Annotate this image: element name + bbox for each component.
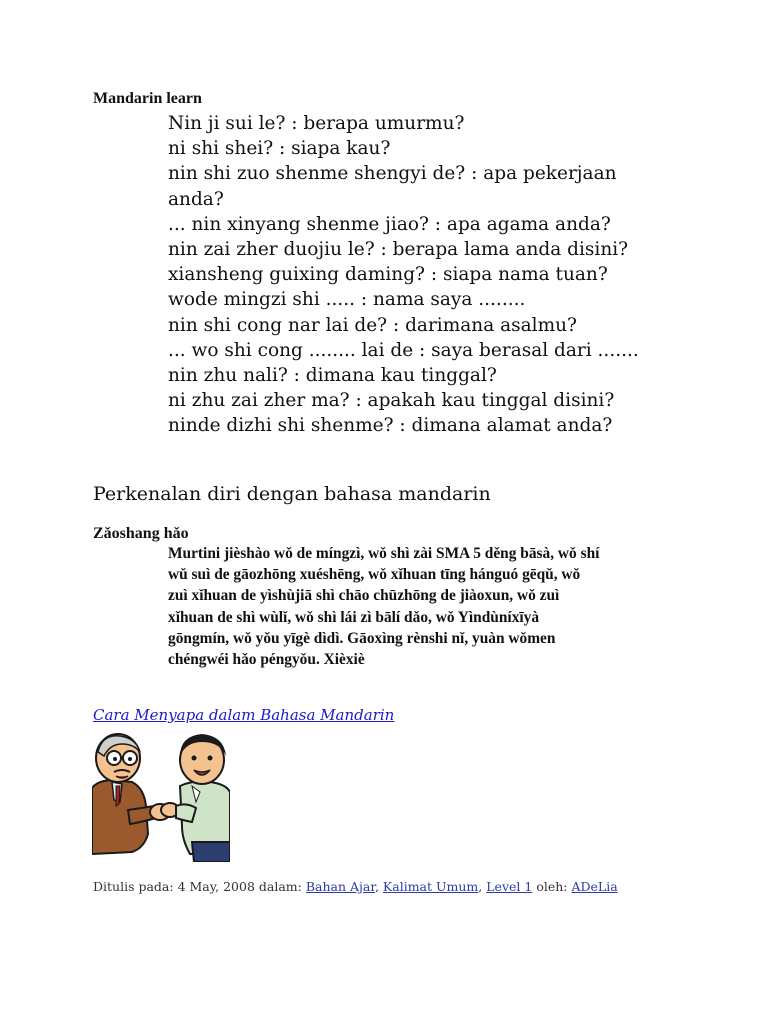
author-prefix: oleh: <box>532 879 572 894</box>
handshake-illustration <box>92 730 230 862</box>
phrase-line: nin shi cong nar lai de? : darimana asalmu? <box>168 314 577 336</box>
intro-line: wǔ suì de gāozhōng xuéshēng, wǒ xǐhuan tīng hánguó gēqǔ, wǒ <box>168 566 581 584</box>
document-title: Mandarin learn <box>93 90 202 107</box>
category-link-bahan-ajar[interactable]: Bahan Ajar <box>305 879 375 894</box>
phrase-line: ... wo shi cong ........ lai de : saya berasal dari ....... <box>168 339 639 361</box>
introduction-paragraph <box>168 543 599 670</box>
greeting-heading: Zǎoshang hǎo <box>93 525 189 542</box>
phrase-line: nin shi zuo shenme shengyi de? : apa pekerjaan <box>168 163 617 185</box>
post-meta <box>93 878 618 896</box>
author-link[interactable]: ADeLia <box>571 879 618 894</box>
phrase-line: wode mingzi shi ..... : nama saya ........ <box>168 289 526 311</box>
intro-line: chéngwéi hǎo péngyǒu. Xièxiè <box>168 651 365 669</box>
article-title-link[interactable]: Cara Menyapa dalam Bahasa Mandarin <box>93 706 395 724</box>
phrase-line: Nin ji sui le? : berapa umurmu? <box>168 113 465 134</box>
separator: , <box>374 879 383 894</box>
phrase-line: nin zai zher duojiu le? : berapa lama anda disini? <box>168 239 629 261</box>
separator: , <box>478 879 487 894</box>
category-link-level-1[interactable]: Level 1 <box>486 879 533 894</box>
section-heading: Perkenalan diri dengan bahasa mandarin <box>93 483 491 505</box>
phrase-line: ... nin xinyang shenme jiao? : apa agama anda? <box>168 213 611 235</box>
intro-line: gōngmín, wǒ yǒu yīgè dìdì. Gāoxìng rènshi nǐ, yuàn wǒmen <box>168 629 556 647</box>
phrase-line: xiansheng guixing daming? : siapa nama tuan? <box>168 264 608 286</box>
intro-line: Murtini jièshào wǒ de míngzì, wǒ shì zài SMA 5 děng bāsà, wǒ shí <box>168 545 600 562</box>
phrase-line: anda? <box>168 188 224 210</box>
intro-line: zuì xǐhuan de yìshùjiā shì chāo chūzhōng de jiàoxun, wǒ zuì <box>168 587 560 605</box>
post-date-text: Ditulis pada: 4 May, 2008 dalam: <box>93 879 306 894</box>
phrase-line: ni zhu zai zher ma? : apakah kau tinggal disini? <box>168 390 615 412</box>
phrase-line: ni shi shei? : siapa kau? <box>168 138 391 160</box>
phrase-line: ninde dizhi shi shenme? : dimana alamat anda? <box>168 415 613 437</box>
category-link-kalimat-umum[interactable]: Kalimat Umum <box>382 879 479 894</box>
intro-line: xǐhuan de shì wùlǐ, wǒ shì lái zì bālí dǎo, wǒ Yìndùníxīyà <box>168 608 540 626</box>
phrase-list <box>168 111 688 439</box>
phrase-line: nin zhu nali? : dimana kau tinggal? <box>168 365 497 387</box>
